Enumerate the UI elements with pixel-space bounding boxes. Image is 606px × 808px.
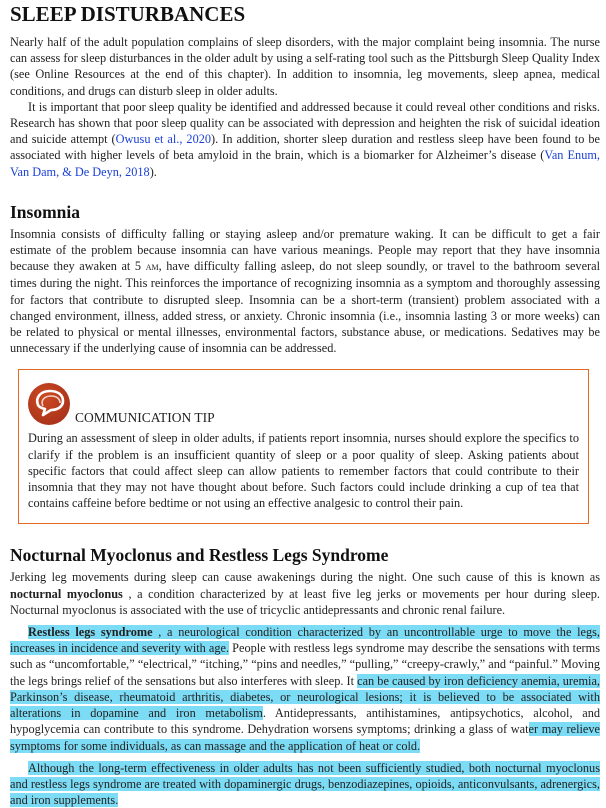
speech-bubbles-icon	[27, 382, 71, 426]
text-run: ). In addition, shorter sleep duration and restless sleep have been found to be associated with higher levels of beta amyloid in the brain, which is a biomarker for Alzheimer’s disease (	[10, 132, 600, 163]
text-run: , a condition characterized by at least five leg jerks or movements per hour during sleep. Nocturnal myoclonus is associated with the use of tricyclic antidepressants and chronic renal failure.	[10, 586, 601, 617]
tip-body: During an assessment of sleep in older adults, if patients report insomnia, nurses should explore the specifics to clarify if the problem is an insufficient quantity of sleep or a poor quality of sleep. Asking patients about specific factors that could affect sleep can allow patients to remember factors that could contribute to their insomnia that they may not have thought about before. Such factors could include drinking a cup of tea that contains caffeine before bedtime or not using an effective analgesic to control their pain.	[28, 431, 579, 511]
time-suffix: am	[145, 261, 159, 274]
highlight: can be caused by iron deficiency anemia, uremia, Parkinson’s disease, rheumatoid arthritis, diabetes, or neurological lesions; it is believed to be associated with alterations in dopamine and iron metabolism	[10, 673, 600, 721]
text-run: Insomnia consists of difficulty falling or staying asleep and/or premature waking. It can be difficult to get a fair estimate of the problem because insomnia can have various meanings. People may report that they have insomnia because they awaken at 5	[10, 226, 600, 274]
text-run: Jerking leg movements during sleep can cause awakenings during the night. One such cause of this is known as	[10, 570, 600, 585]
tip-title: COMMUNICATION TIP	[75, 410, 215, 426]
highlight: Although the long-term effectiveness in older adults has not been sufficiently studied, both nocturnal myoclonus and restless legs syndrome are treated with dopaminergic drugs, benzodiazepines, opioids, anticonvulsants, adrenergics, and iron supplements.	[10, 760, 600, 808]
citation-link-van-enum[interactable]: Van Enum, Van Dam, & De Deyn, 2018	[10, 148, 600, 179]
text-run: , have difficulty falling asleep, do not sleep soundly, or travel to the bathroom several times during the night. This reinforces the importance of recognizing insomnia as a symptom and thoroughly assessing for factors that contribute to disrupted sleep. Insomnia can be a short-term (transient) problem associated with a changed environment, illness, added stress, or anxiety. Chronic insomnia (i.e., insomnia lasting 3 or more weeks) can be related to physical or mental illnesses, environmental factors, substance abuse, or medications. Sedatives may be unnecessary if the underlying cause of insomnia can be addressed.	[10, 259, 601, 356]
highlight: er may relieve symptoms for some individuals, as can massage and the application of heat or cold.	[10, 722, 600, 753]
restless-legs-paragraph	[10, 624, 600, 754]
tip-header	[28, 376, 579, 426]
text-run: , a neurological condition characterized by an uncontrollable urge to move the legs, increases in incidence and severity with age.	[10, 625, 600, 656]
intro-paragraph: Nearly half of the adult population complains of sleep disorders, with the major complaint being insomnia. The nurse can assess for sleep disturbances in the older adult by using a self-rating tool such as the Pittsburgh Sleep Quality Index (see Online Resources at the end of this chapter). In addition to insomnia, leg movements, sleep apnea, medical conditions, and drugs can disturb sleep in older adults.	[10, 35, 600, 98]
myoclonus-paragraph	[10, 569, 600, 618]
insomnia-paragraph	[10, 226, 600, 357]
section-title: SLEEP DISTURBANCES	[10, 2, 246, 26]
citation-link-owusu[interactable]: Owusu et al., 2020	[115, 132, 212, 147]
treatment-paragraph	[10, 760, 600, 808]
term-nocturnal-myoclonus: nocturnal myoclonus	[10, 586, 123, 601]
text-run: ).	[149, 164, 157, 179]
text-run: It is important that poor sleep quality be identified and addressed because it could reveal other conditions and risks. Research has shown that poor sleep quality can be associated with depression and heighten the risk of suicidal ideation and suicide attempt (	[10, 99, 600, 147]
text-run: . Antidepressants, antihistamines, antipsychotics, alcohol, and hypoglycemia can contribute to this syndrome. Dehydration worsens symptoms; drinking a glass of wat	[10, 706, 600, 737]
nocturnal-heading: Nocturnal Myoclonus and Restless Legs Syndrome	[10, 545, 389, 566]
text-run: People with restless legs syndrome may describe the sensations with terms such as “uncomfortable,” “electrical,” “itching,” “pins and needles,” “pulling,” “creepy-crawly,” and “painful.” Moving the legs brings relief of the sensations but also interferes with sleep. It	[10, 641, 600, 688]
sleep-quality-paragraph	[10, 99, 600, 180]
term-restless-legs: Restless legs syndrome	[28, 625, 153, 640]
insomnia-heading: Insomnia	[10, 201, 81, 222]
communication-tip-box	[18, 369, 589, 524]
